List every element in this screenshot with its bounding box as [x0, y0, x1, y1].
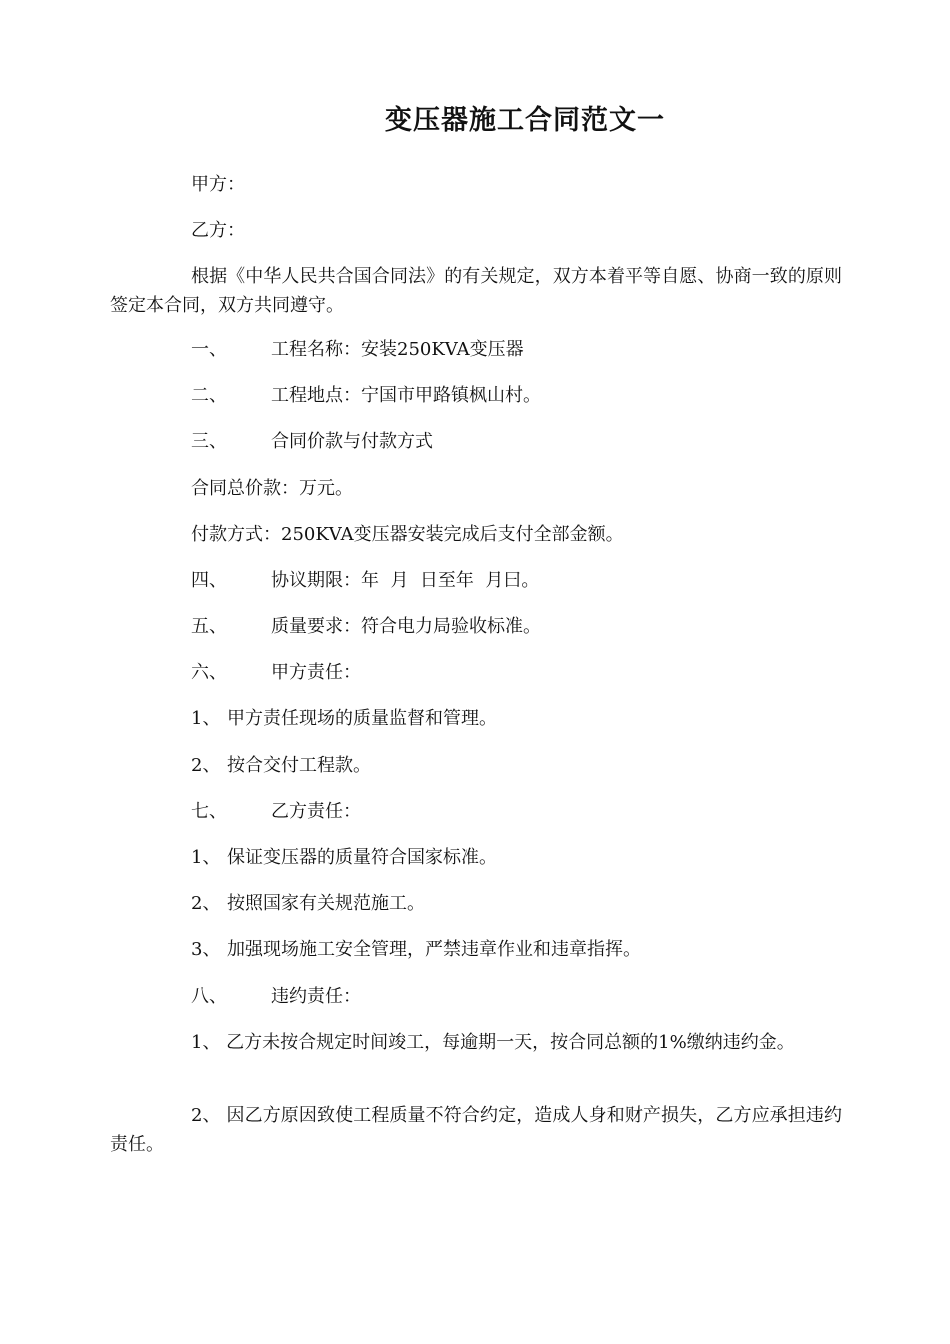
duty-number: 2、 [191, 755, 221, 776]
payment-method-line: 付款方式：250KVA变压器安装完成后支付全部金额。 [191, 524, 624, 545]
party-b-duty-1 [191, 843, 842, 872]
clause-2 [191, 381, 842, 410]
clause-text: 合同价款与付款方式 [271, 431, 433, 452]
clause-4 [191, 566, 842, 595]
duty-text: 甲方责任现场的质量监督和管理。 [227, 708, 497, 729]
party-a-duty-1 [191, 704, 842, 733]
party-a-line: 甲方： [191, 174, 245, 195]
clause-number: 八、 [191, 986, 227, 1007]
party-b-line: 乙方： [191, 220, 245, 241]
clause-number: 五、 [191, 616, 227, 637]
clause-number: 七、 [191, 801, 227, 822]
clause-number: 四、 [191, 570, 227, 591]
clause-text: 甲方责任： [271, 662, 361, 683]
clause-number: 六、 [191, 662, 227, 683]
clause-text: 协议期限：年 月 日至年 月曰。 [271, 570, 540, 591]
duty-number: 1、 [191, 708, 221, 729]
clause-7 [191, 797, 842, 826]
duty-number: 2、 [191, 893, 221, 914]
duty-text: 按合交付工程款。 [227, 755, 371, 776]
clause-6 [191, 658, 842, 687]
clause-8 [191, 982, 842, 1011]
duty-text: 加强现场施工安全管理，严禁违章作业和违章指挥。 [227, 939, 641, 960]
duty-number: 1、 [191, 847, 221, 868]
clause-5 [191, 612, 842, 641]
breach-clause-2: 2、 因乙方原因致使工程质量不符合约定，造成人身和财产损失，乙方应承担违约责任。 [110, 1105, 842, 1155]
clause-text: 工程地点：宁国市甲路镇枫山村。 [271, 385, 541, 406]
clause-3 [191, 427, 842, 456]
clause-1 [191, 335, 842, 364]
party-b-duty-3 [191, 935, 842, 964]
total-price-line: 合同总价款：万元。 [191, 478, 353, 499]
intro-paragraph: 根据《中华人民共合国合同法》的有关规定，双方本着平等自愿、协商一致的原则签定本合同，双方共同遵守。 [110, 266, 842, 316]
duty-number: 3、 [191, 939, 221, 960]
clause-text: 乙方责任： [271, 801, 361, 822]
breach-clause-1: 1、 乙方未按合规定时间竣工，每逾期一天，按合同总额的1%缴纳违约金。 [191, 1032, 795, 1053]
party-b-duty-2 [191, 889, 842, 918]
clause-number: 三、 [191, 431, 227, 452]
clause-number: 一、 [191, 339, 227, 360]
duty-text: 按照国家有关规范施工。 [227, 893, 425, 914]
clause-number: 二、 [191, 385, 227, 406]
clause-text: 工程名称：安装250KVA变压器 [271, 339, 524, 360]
clause-text: 违约责任： [271, 986, 361, 1007]
duty-text: 保证变压器的质量符合国家标准。 [227, 847, 497, 868]
party-a-duty-2 [191, 751, 842, 780]
document-title: 变压器施工合同范文一 [385, 105, 665, 136]
clause-text: 质量要求：符合电力局验收标准。 [271, 616, 541, 637]
